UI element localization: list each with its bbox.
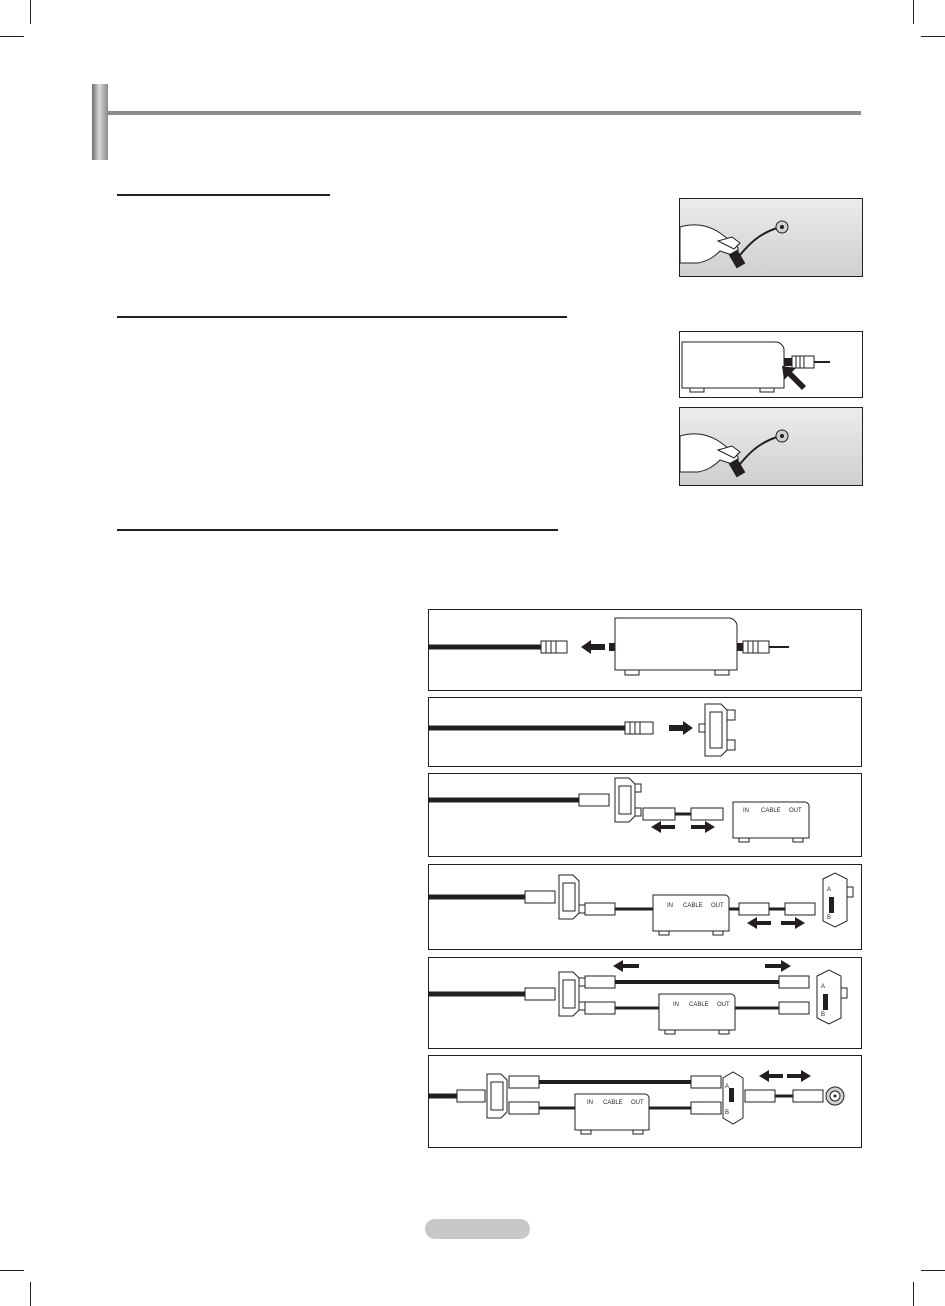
switch-a-label: A — [827, 887, 832, 893]
cable-box-cable-label: CABLE — [689, 1002, 709, 1008]
crop-mark — [0, 36, 24, 37]
section-text-1 — [117, 204, 657, 221]
figure-step-5 — [428, 957, 862, 1049]
hand-connecting-cable-icon — [680, 199, 862, 276]
cable-box-icon — [659, 994, 735, 1034]
arrow-icon — [782, 366, 806, 390]
arrow-icon — [669, 721, 693, 735]
figure-step-2 — [428, 697, 862, 767]
crop-mark — [921, 1270, 945, 1271]
crop-mark — [0, 1270, 24, 1271]
hand-connecting-cable-icon — [680, 408, 862, 485]
arrow-icon — [581, 640, 605, 654]
arrow-icon — [787, 1070, 811, 1082]
section-rule-3 — [117, 529, 558, 531]
title-marker — [92, 84, 108, 160]
cable-box-icon — [733, 802, 809, 842]
switch-a-label: A — [821, 984, 826, 990]
figure-step-3 — [428, 773, 862, 857]
switch-b-label: B — [821, 1012, 826, 1018]
section-rule-1 — [117, 194, 330, 196]
page-number — [425, 1219, 530, 1239]
figure-connect-tv — [679, 407, 863, 486]
crop-mark — [30, 0, 31, 24]
cable-box-in-label: IN — [673, 1002, 679, 1008]
cable-box-out-label: OUT — [717, 1002, 730, 1008]
splitter-icon — [559, 972, 585, 1016]
cable-box-cable-label: CABLE — [761, 808, 781, 814]
splitter-icon — [615, 778, 641, 822]
figure-step-6 — [428, 1055, 862, 1148]
cable-box-icon — [615, 618, 737, 675]
section-rule-2 — [117, 316, 567, 318]
switch-b-label: B — [725, 1110, 730, 1116]
cable-box-in-label: IN — [667, 903, 673, 909]
rf-switch-icon — [817, 970, 847, 1024]
arrow-icon — [613, 960, 639, 972]
splitter-icon — [559, 875, 585, 919]
cable-box-in-label: IN — [743, 808, 749, 814]
cable-box-out-label: OUT — [789, 808, 802, 814]
arrow-icon — [781, 917, 805, 929]
splitter-icon — [699, 704, 735, 756]
cable-box-icon — [682, 342, 784, 392]
arrow-icon — [759, 1070, 783, 1082]
title-rule — [108, 111, 861, 115]
switch-b-label: B — [827, 915, 832, 921]
page-title — [118, 122, 128, 150]
splitter-icon — [487, 1074, 507, 1118]
crop-mark — [913, 0, 914, 24]
crop-mark — [913, 1282, 914, 1306]
rf-switch-icon — [823, 873, 853, 927]
arrow-icon — [747, 917, 771, 929]
arrow-icon — [765, 960, 791, 972]
arrow-icon — [651, 821, 675, 833]
section-text-2 — [117, 330, 657, 347]
cable-box-icon — [575, 1094, 649, 1134]
figure-step-1 — [428, 609, 862, 691]
figure-step-4 — [428, 864, 862, 950]
figure-cable-box-out — [679, 331, 863, 398]
crop-mark — [921, 36, 945, 37]
figure-connect-antenna — [679, 198, 863, 277]
antenna-jack-icon — [826, 1087, 844, 1105]
rf-switch-icon — [723, 1072, 743, 1124]
switch-a-label: A — [725, 1084, 730, 1090]
cable-box-cable-label: CABLE — [603, 1100, 623, 1106]
section-text-3 — [117, 544, 387, 561]
arrow-icon — [691, 821, 715, 833]
cable-box-in-label: IN — [587, 1100, 593, 1106]
cable-box-icon — [653, 895, 729, 935]
cable-box-cable-label: CABLE — [683, 903, 703, 909]
cable-box-out-label: OUT — [631, 1100, 644, 1106]
crop-mark — [30, 1282, 31, 1306]
cable-box-out-label: OUT — [711, 903, 724, 909]
